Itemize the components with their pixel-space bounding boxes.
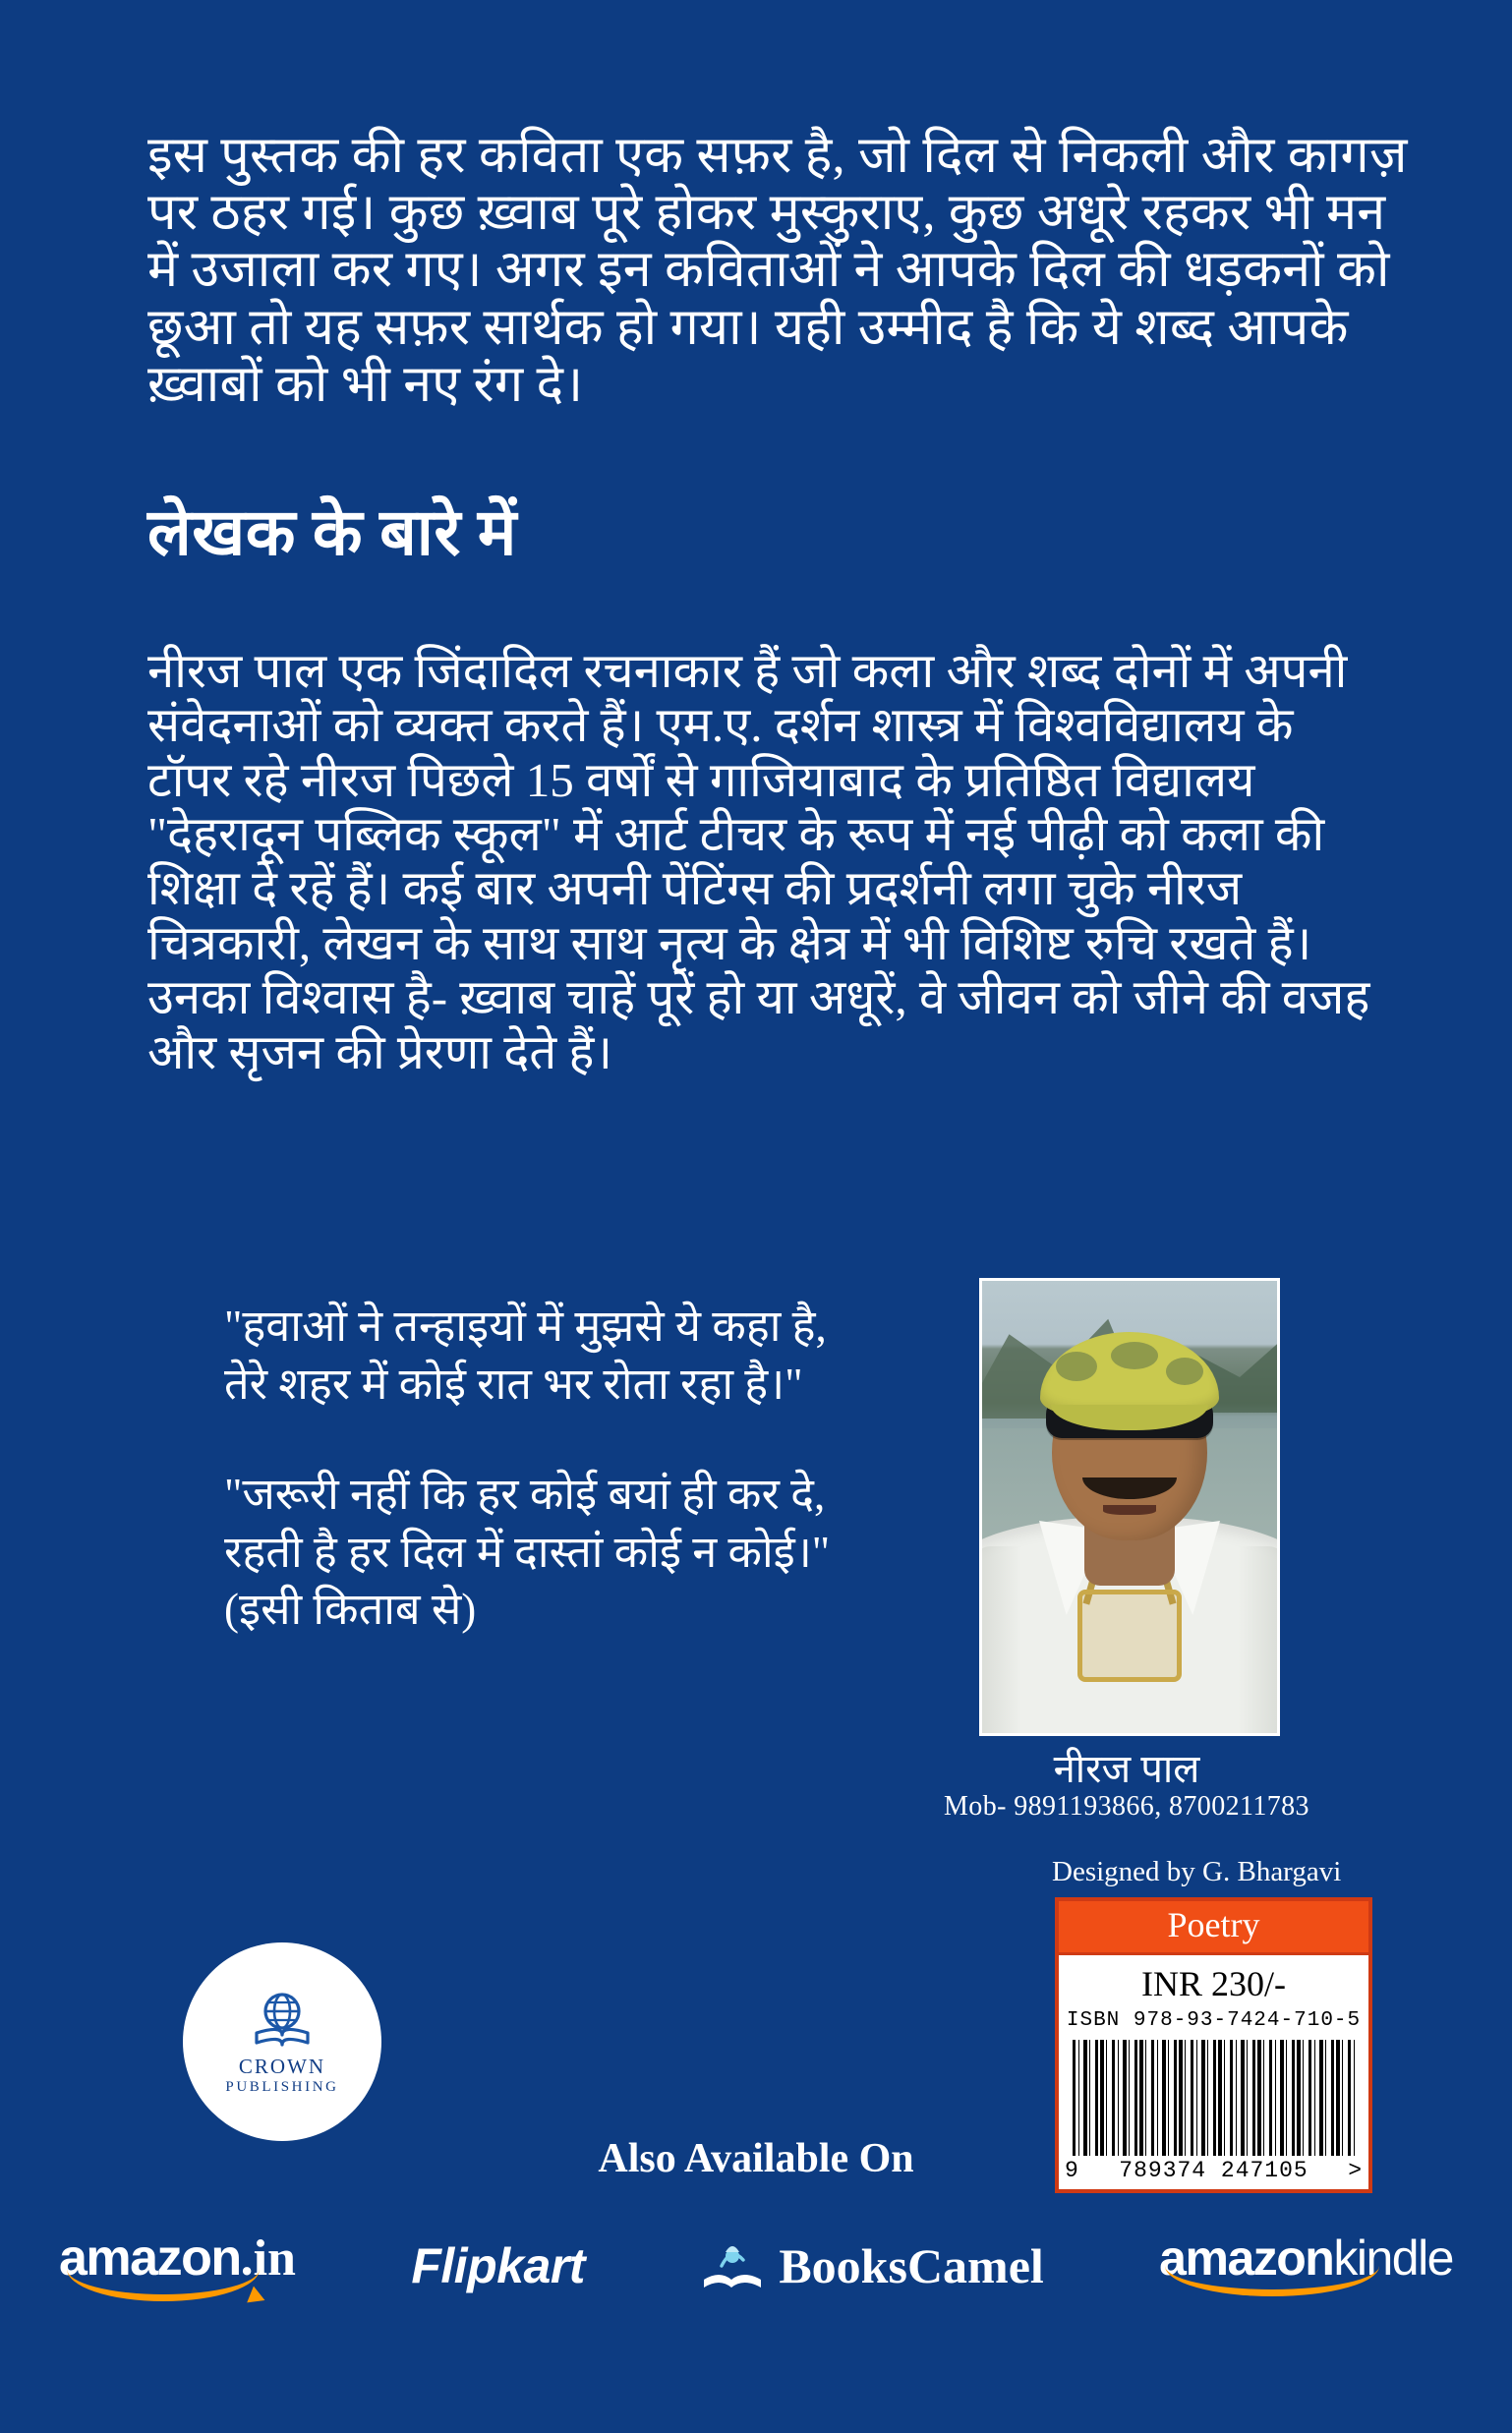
amazon-smile-icon	[67, 2269, 260, 2301]
retailer-logos	[59, 2222, 1453, 2310]
bio-line: और सृजन की प्रेरणा देते हैं।	[147, 1024, 612, 1079]
quote-line: "हवाओं ने तन्हाइयों में मुझसे ये कहा है,	[224, 1302, 827, 1351]
about-author-heading: लेखक के बारे में	[147, 497, 517, 569]
shirt-shade	[1238, 1546, 1280, 1736]
retailer-amazon-kindle[interactable]	[1159, 2230, 1453, 2298]
isbn-number: ISBN 978-93-7424-710-5	[1059, 2009, 1368, 2036]
amazon-tld: .in	[240, 2230, 296, 2287]
poetry-quotes	[224, 1298, 952, 1639]
amazon-logo[interactable]	[59, 2230, 296, 2303]
cap-pattern	[1166, 1358, 1203, 1385]
author-name: नीरज पाल	[1053, 1747, 1200, 1791]
quote-block	[224, 1298, 952, 1413]
amazon-wordmark: amazon	[59, 2229, 241, 2287]
designer-credit: Designed by G. Bhargavi	[1052, 1856, 1342, 1887]
bookscamel-logo[interactable]	[700, 2236, 1043, 2295]
cap-pattern	[1111, 1342, 1158, 1369]
bio-line: संवेदनाओं को व्यक्त करते हैं। एम.ए. दर्शन शास्त्र में विश्वविद्यालय के	[147, 698, 1294, 753]
amazon-wordmark: amazon	[1159, 2230, 1334, 2286]
amazon-smile-icon	[1165, 2266, 1379, 2296]
barcode-main-digits: 789374 247105	[1119, 2157, 1308, 2183]
open-book-icon	[700, 2236, 765, 2295]
bio-line: चित्रकारी, लेखन के साथ साथ नृत्य के क्षेत्र में भी विशिष्ट रुचि रखते हैं।	[147, 915, 1312, 970]
mouth-shape	[1103, 1505, 1156, 1515]
price-label: INR 230/-	[1059, 1952, 1368, 2009]
quote-line: रहती है हर दिल में दास्तां कोई न कोई।"	[224, 1527, 831, 1577]
barcode-right-symbol: >	[1348, 2157, 1363, 2183]
barcode-left-digit: 9	[1065, 2157, 1079, 2183]
quote-block	[224, 1466, 952, 1639]
amazon-kindle-logo[interactable]	[1159, 2230, 1453, 2298]
bio-line: "देहरादून पब्लिक स्कूल" में आर्ट टीचर के रूप में नई पीढ़ी को कला की	[147, 807, 1325, 862]
globe-book-icon	[251, 1988, 314, 2051]
author-photo	[979, 1278, 1280, 1736]
blurb-line: ख़्वाबों को भी नए रंग दे।	[147, 356, 584, 413]
quote-source: (इसी किताब से)	[224, 1585, 477, 1634]
quote-line: तेरे शहर में कोई रात भर रोता रहा है।"	[224, 1359, 803, 1409]
blurb-line: छूआ तो यह सफ़र सार्थक हो गया। यही उम्मीद है कि ये शब्द आपके	[147, 299, 1349, 356]
author-bio	[147, 644, 1376, 1079]
lanyard-pendant	[1077, 1590, 1182, 1682]
author-portrait-image	[982, 1281, 1277, 1733]
book-blurb	[147, 128, 1408, 414]
blurb-line: इस पुस्तक की हर कविता एक सफ़र है, जो दिल से निकली और कागज़	[147, 128, 1408, 184]
publisher-logo	[183, 1942, 381, 2141]
kindle-wordmark: kindle	[1333, 2230, 1453, 2286]
retailer-flipkart[interactable]	[411, 2237, 585, 2294]
publisher-sub: PUBLISHING	[225, 2079, 339, 2096]
publisher-name: CROWN	[238, 2054, 326, 2078]
bookscamel-wordmark: BooksCamel	[779, 2238, 1044, 2293]
bio-line: शिक्षा दे रहें हैं। कई बार अपनी पेंटिंग्स की प्रदर्शनी लगा चुके नीरज	[147, 861, 1243, 916]
also-available-heading: Also Available On	[598, 2136, 914, 2181]
blurb-line: पर ठहर गई। कुछ ख़्वाब पूरे होकर मुस्कुराए, कुछ अधूरे रहकर भी मन	[147, 185, 1386, 242]
bio-line: टॉपर रहे नीरज पिछले 15 वर्षों से गाजियाबाद के प्रतिष्ठित विद्यालय	[147, 752, 1255, 807]
quote-line: "जरूरी नहीं कि हर कोई बयां ही कर दे,	[224, 1470, 826, 1519]
cap-pattern	[1056, 1352, 1097, 1381]
bio-line: उनका विश्वास है- ख़्वाब चाहें पूरें हो या अधूरें, वे जीवन को जीने की वजह	[147, 970, 1370, 1025]
author-mobile: Mob- 9891193866, 8700211783	[944, 1791, 1309, 1822]
retailer-amazon[interactable]	[59, 2230, 296, 2303]
blurb-line: में उजाला कर गए। अगर इन कविताओं ने आपके दिल की धड़कनों को	[147, 242, 1390, 299]
shirt-shade	[979, 1546, 1021, 1736]
retailer-bookscamel[interactable]	[700, 2236, 1043, 2295]
cap-shape	[1040, 1332, 1219, 1417]
bio-line: नीरज पाल एक जिंदादिल रचनाकार हैं जो कला और शब्द दोनों में अपनी	[147, 644, 1348, 698]
flipkart-wordmark: Flipkart	[411, 2238, 585, 2293]
genre-label: Poetry	[1059, 1901, 1368, 1952]
